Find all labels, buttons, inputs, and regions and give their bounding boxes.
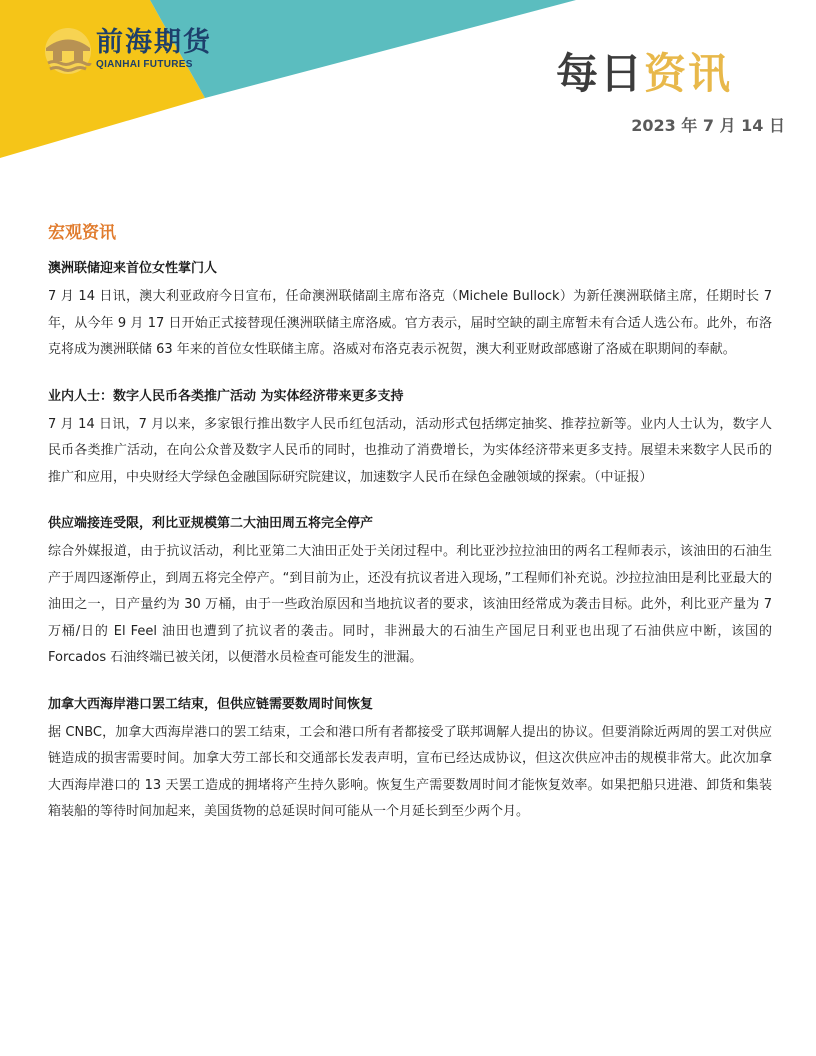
article-body: 综合外媒报道，由于抗议活动，利比亚第二大油田正处于关闭过程中。利比亚沙拉拉油田的两名工程师表示，该油田的石油生产于周四逐渐停止，到周五将完全停产。“到目前为止，还没有抗议者进入现场，”工程师们补充说。沙拉拉油田是利比亚最大的油田之一，日产量约为 30 万桶，由于一些政治原因和当地抗议者的要求，该油田经常成为袭击目标。此外，利比亚产量为 7 万桶/日的 El Feel 油田也遭到了抗议者的袭击。同时，非洲最大的石油生产国尼日利亚也出现了石油供应中断，该国的 Forcados 石油终端已被关闭，以便潜水员检查可能发生的泄漏。 — [48, 544, 772, 665]
article-body: 据 CNBC，加拿大西海岸港口的罢工结束，工会和港口所有者都接受了联邦调解人提出的协议。但要消除近两周的罢工对供应链造成的损害需要时间。加拿大劳工部长和交通部长发表声明，宣布已经达成协议，但这次供应冲击的规模非常大。此次加拿大西海岸港口的 13 天罢工造成的拥堵将产生持久影响。恢复生产需要数周时间才能恢复效率。如果把船只进港、卸货和集装箱装船的等待时间加起来，美国货物的总延误时间可能从一个月延长到至少两个月。 — [48, 724, 772, 819]
logo-icon — [44, 27, 92, 75]
article — [48, 256, 772, 364]
publish-date: 2023 年 7 月 14 日 — [631, 116, 785, 135]
page-title-part1: 每日 — [556, 49, 645, 98]
banner-teal-shape — [150, 0, 576, 98]
logo-english-name: QIANHAI FUTURES — [96, 59, 193, 70]
logo-chinese-name: 前海期货 — [96, 27, 212, 58]
article-body: 7 月 14 日讯，7 月以来，多家银行推出数字人民币红包活动，活动形式包括绑定抽奖、推荐拉新等。业内人士认为，数字人民币各类推广活动，在向公众普及数字人民币的同时，也推动了消费增长，为实体经济带来更多支持。展望未来数字人民币的推广和应用，中央财经大学绿色金融国际研究院建议，加速数字人民币在绿色金融领域的探索。（中证报） — [48, 416, 772, 485]
content-area — [48, 220, 772, 846]
article — [48, 692, 772, 826]
article-title: 加拿大西海岸港口罢工结束，但供应链需要数周时间恢复 — [48, 696, 374, 712]
logo — [96, 28, 212, 70]
article-title: 供应端接连受限，利比亚规模第二大油田周五将完全停产 — [48, 516, 374, 531]
article-title: 业内人士：数字人民币各类推广活动 为实体经济带来更多支持 — [48, 388, 404, 404]
article — [48, 384, 772, 492]
article-title: 澳洲联储迎来首位女性掌门人 — [48, 261, 218, 276]
page-title-part2: 资讯 — [644, 49, 733, 98]
section-title: 宏观资讯 — [48, 223, 116, 243]
article-body: 7 月 14 日讯，澳大利亚政府今日宣布，任命澳洲联储副主席布洛克（Michele Bullock）为新任澳洲联储主席，任期时长 7 年，从今年 9 月 17 日开始正式接替现任澳洲联储主席洛威。官方表示，届时空缺的副主席暂未有合适人选公布。此外，布洛克将成为澳洲联储 63 年来的首位女性联储主席。洛威对布洛克表示祝贺，澳大利亚财政部感谢了洛威在职期间的奉献。 — [48, 289, 772, 357]
page-title — [556, 48, 732, 100]
article — [48, 511, 772, 672]
